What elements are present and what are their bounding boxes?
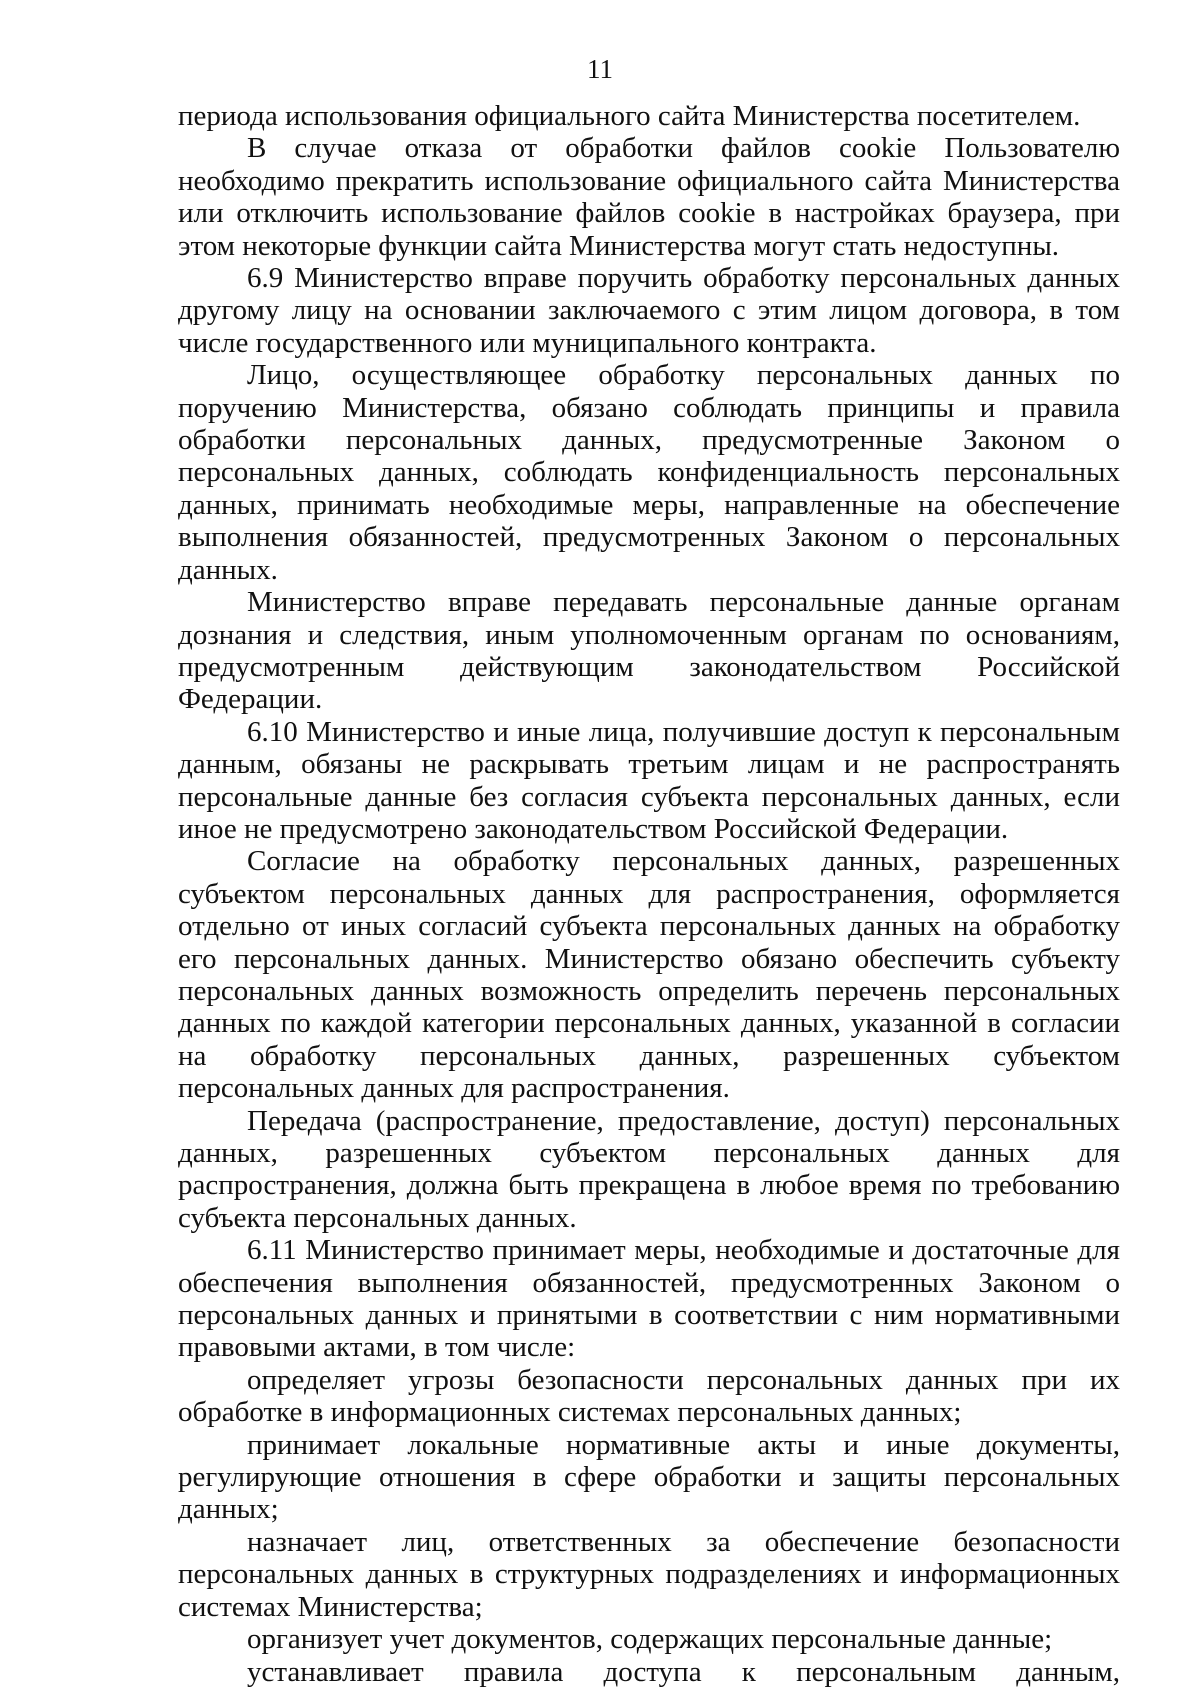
paragraph: устанавливает правила доступа к персональным данным, bbox=[247, 1655, 1120, 1688]
paragraph: Согласие на обработку персональных данных, разрешенных субъектом персональных данных для распространения, оформляется отдельно от иных согласий субъекта персональных данных на обработку его персональных данных. Министерство обязано обеспечить субъекту персональных данных возможность определить перечень персональных данных по каждой категории персональных данных, указанной в согласии на обработку персональных данных, разрешенных субъектом персональных данных для распространения. bbox=[178, 845, 1120, 1105]
document-body bbox=[178, 100, 1120, 1688]
paragraph: принимает локальные нормативные акты и иные документы, регулирующие отношения в сфере обработки и защиты персональных данных; bbox=[178, 1428, 1120, 1526]
paragraph: периода использования официального сайта Министерства посетителем. bbox=[178, 100, 1081, 132]
paragraph: 6.10 Министерство и иные лица, получившие доступ к персональным данным, обязаны не раскрывать третьим лицам и не распространять персональные данные без согласия субъекта персональных данных, если иное не предусмотрено законодательством Российской Федерации. bbox=[178, 715, 1120, 845]
paragraph: Министерство вправе передавать персональные данные органам дознания и следствия, иным уполномоченным органам по основаниям, предусмотренным действующим законодательством Российской Федерации. bbox=[178, 586, 1120, 716]
paragraph: 6.11 Министерство принимает меры, необходимые и достаточные для обеспечения выполнения обязанностей, предусмотренных Законом о персональных данных и принятыми в соответствии с ним нормативными правовыми актами, в том числе: bbox=[178, 1234, 1120, 1364]
paragraph: Лицо, осуществляющее обработку персональных данных по поручению Министерства, обязано соблюдать принципы и правила обработки персональных данных, предусмотренные Законом о персональных данных, соблюдать конфиденциальность персональных данных, принимать необходимые меры, направленные на обеспечение выполнения обязанностей, предусмотренных Законом о персональных данных. bbox=[178, 359, 1120, 586]
paragraph: организует учет документов, содержащих персональные данные; bbox=[247, 1623, 1053, 1656]
paragraph: определяет угрозы безопасности персональных данных при их обработке в информационных системах персональных данных; bbox=[178, 1363, 1120, 1429]
paragraph: Передача (распространение, предоставление, доступ) персональных данных, разрешенных субъектом персональных данных для распространения, должна быть прекращена в любое время по требованию субъекта персональных данных. bbox=[178, 1104, 1120, 1234]
page-number: 11 bbox=[587, 54, 613, 84]
paragraph: В случае отказа от обработки файлов cookie Пользователю необходимо прекратить использование официального сайта Министерства или отключить использование файлов cookie в настройках браузера, при этом некоторые функции сайта Министерства могут стать недоступны. bbox=[178, 132, 1120, 262]
paragraph: 6.9 Министерство вправе поручить обработку персональных данных другому лицу на основании заключаемого с этим лицом договора, в том числе государственного или муниципального контракта. bbox=[178, 262, 1120, 359]
paragraph: назначает лиц, ответственных за обеспечение безопасности персональных данных в структурных подразделениях и информационных системах Министерства; bbox=[178, 1525, 1120, 1623]
